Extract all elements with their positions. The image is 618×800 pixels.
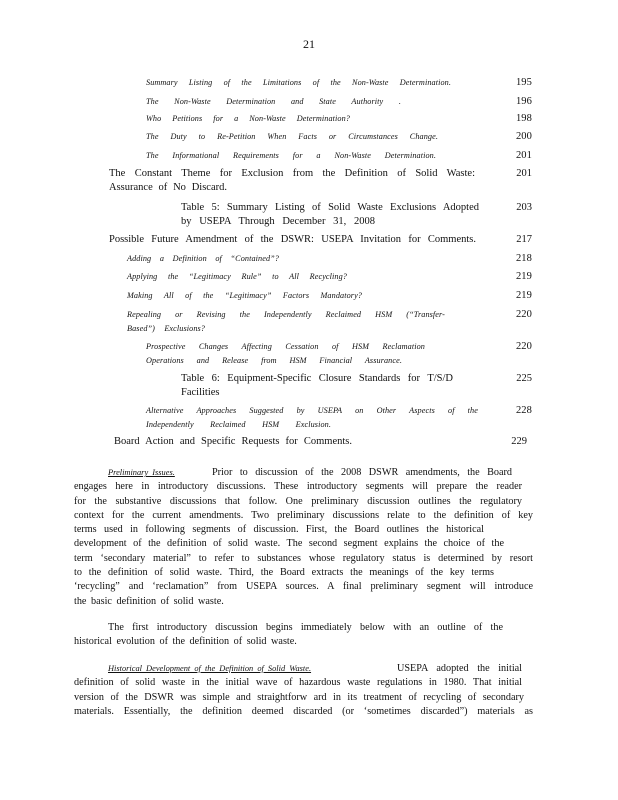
- toc-entry: [181, 200, 532, 230]
- toc-entry-title-line: Assurance of No Discard.: [109, 182, 227, 193]
- paragraph-line: to the definition of solid waste. Third, the Board extracts the meanings of the key terms: [74, 567, 494, 579]
- toc-entry-title-line: The Constant Theme for Exclusion from the Definition of Solid Waste:: [109, 168, 475, 179]
- paragraph-line: definition of solid waste in the initial wave of hazardous waste regulations in 1980. That initial: [74, 677, 522, 689]
- toc-entry: [146, 339, 532, 369]
- paragraph-heading: Preliminary Issues.: [108, 468, 175, 477]
- toc-entry-page: 201: [516, 168, 532, 179]
- toc-entry-title: Possible Future Amendment of the DSWR: USEPA Invitation for Comments.: [109, 234, 476, 245]
- toc-entry-title: Making All of the “Legitimacy” Factors Mandatory?: [127, 291, 362, 300]
- toc-entry-page: 195: [515, 77, 532, 88]
- toc-entry-title: The Non-Waste Determination and State Authority .: [146, 97, 401, 106]
- toc-entry-title: Adding a Definition of “Contained”?: [127, 254, 279, 263]
- paragraph-line: development of the definition of solid waste. The second segment explains the choice of the: [74, 538, 504, 550]
- paragraph-line: materials. Essentially, the definition deemed discarded (or ‘sometimes discarded”) materials as: [74, 705, 533, 717]
- paragraph-line: engages here in introductory discussions. These introductory segments will prepare the reader: [74, 481, 522, 493]
- paragraph-line: USEPA adopted the initial: [397, 663, 522, 674]
- paragraph-line: ‘recycling” and ‘reclamation” from USEPA sources. A final preliminary segment will introduce: [74, 581, 533, 593]
- toc-entry-page: 220: [515, 341, 532, 352]
- toc-entry-title-line: Operations and Release from HSM Financial Assurance.: [146, 356, 402, 365]
- toc-entry: [181, 371, 532, 401]
- toc-entry: [127, 307, 532, 337]
- toc-entry-page: 200: [515, 131, 532, 142]
- toc-entry-page: 220: [515, 309, 532, 320]
- paragraph-line: terms used in following segments of discussion. First, the Board outlines the historical: [74, 524, 484, 536]
- paragraph-line: term ‘secondary material” to refer to substances whose regulatory status is determined by resort: [74, 552, 533, 564]
- toc-entry-page: 196: [515, 96, 532, 107]
- toc-entry-page: 228: [515, 405, 532, 416]
- body-paragraph: [74, 662, 534, 719]
- toc-entry-title: The Duty to Re-Petition When Facts or Circumstances Change.: [146, 132, 438, 141]
- toc-entry-title-line: Facilities: [181, 387, 220, 398]
- toc-entry-title-line: Repealing or Revising the Independently Reclaimed HSM (“Transfer-: [127, 310, 445, 319]
- toc-entry-title: Applying the “Legitimacy Rule” to All Recycling?: [127, 272, 347, 281]
- toc-entry-title: Summary Listing of the Limitations of the Non-Waste Determination.: [146, 78, 451, 87]
- toc-entry-title-line: Table 5: Summary Listing of Solid Waste Exclusions Adopted: [181, 202, 479, 213]
- toc-entry-page: 229: [511, 436, 527, 447]
- paragraph-heading: Historical Development of the Definition of Solid Waste.: [108, 664, 312, 673]
- page-number: 21: [303, 37, 315, 51]
- toc-entry-page: 219: [515, 271, 532, 282]
- toc-entry: [109, 166, 532, 196]
- toc-entry-page: 219: [515, 290, 532, 301]
- toc-entry-page: 225: [516, 373, 532, 384]
- toc-entry-title-line: by USEPA Through December 31, 2008: [181, 216, 375, 227]
- paragraph-line: version of the DSWR was simple and straightforw ard in its treatment of recycling of secondary: [74, 691, 524, 703]
- paragraph-line: historical evolution of the definition of solid waste.: [74, 636, 297, 648]
- toc-entry-title: The Informational Requirements for a Non-Waste Determination.: [146, 151, 436, 160]
- toc-entry-title: Board Action and Specific Requests for Comments.: [114, 436, 352, 447]
- toc-entry-title-line: Independently Reclaimed HSM Exclusion.: [146, 420, 331, 429]
- toc-entry-page: 201: [515, 150, 532, 161]
- body-paragraph: [74, 621, 534, 650]
- paragraph-line: the basic definition of solid waste.: [74, 595, 224, 607]
- paragraph-line: context for the current amendments. Two preliminary discussions relate to the definition of key: [74, 509, 533, 521]
- body-paragraph: [74, 466, 534, 609]
- toc-entry: [146, 403, 532, 433]
- paragraph-line: The first introductory discussion begins immediately below with an outline of the: [108, 622, 503, 633]
- toc-entry-title: Who Petitions for a Non-Waste Determination?: [146, 114, 350, 123]
- toc-entry-title-line: Based”) Exclusions?: [127, 324, 205, 333]
- toc-entry-title-line: Alternative Approaches Suggested by USEPA on Other Aspects of the: [146, 406, 478, 415]
- toc-entry-title-line: Table 6: Equipment-Specific Closure Standards for T/S/D: [181, 373, 453, 384]
- toc-entry-page: 217: [516, 234, 532, 245]
- toc-entry-page: 203: [516, 202, 532, 213]
- toc-entry-title-line: Prospective Changes Affecting Cessation of HSM Reclamation: [146, 342, 425, 351]
- toc-entry-page: 198: [515, 113, 532, 124]
- paragraph-line: Prior to discussion of the 2008 DSWR amendments, the Board: [212, 467, 512, 478]
- paragraph-line: for the substantive discussions that follow. One preliminary discussion outlines the regulatory: [74, 495, 522, 507]
- toc-entry-page: 218: [515, 253, 532, 264]
